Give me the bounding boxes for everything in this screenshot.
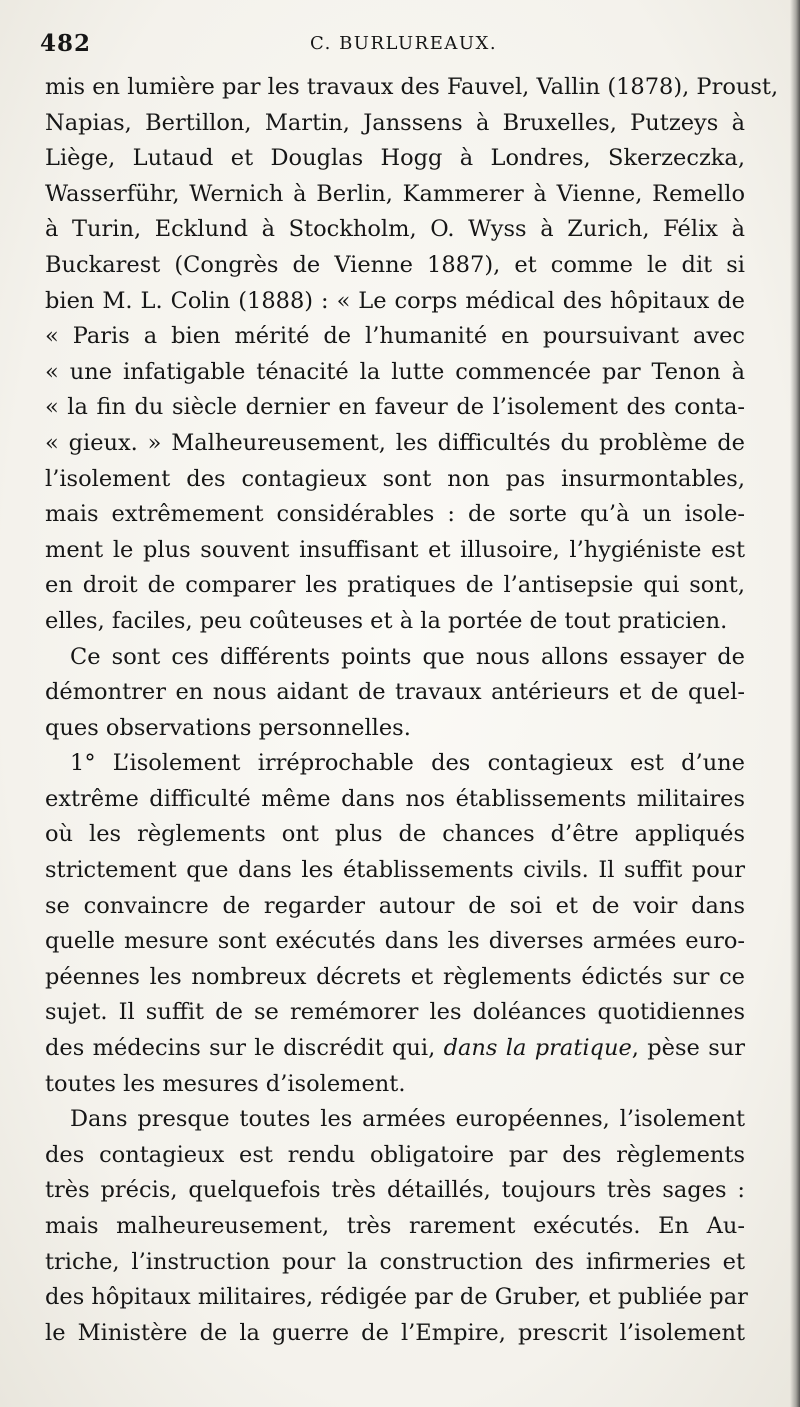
text-line: strictement que dans les établissements civils. Il suffit pour: [45, 857, 745, 884]
text-line: ment le plus souvent insuffisant et illusoire, l’hygiéniste est: [45, 536, 745, 563]
text-line: où les règlements ont plus de chances d’être appliqués: [45, 821, 745, 848]
text-line: mis en lumière par les travaux des Fauvel, Vallin (1878), Proust,: [45, 74, 779, 100]
text-line: elles, faciles, peu coûteuses et à la portée de tout praticien.: [45, 607, 728, 634]
text-run: , pèse sur: [631, 1035, 745, 1062]
paragraph-4: [45, 1102, 748, 1351]
text-line: extrême difficulté même dans nos établissements militaires: [45, 785, 745, 812]
text-line: très précis, quelquefois très détaillés, toujours très sages :: [45, 1177, 745, 1204]
text-line: sujet. Il suffit de se remémorer les doléances quotidiennes: [45, 999, 745, 1026]
text-line: Dans presque toutes les armées européennes, l’isolement: [70, 1106, 745, 1133]
page-header: [40, 30, 760, 60]
text-line: Liège, Lutaud et Douglas Hogg à Londres, Skerzeczka,: [45, 145, 745, 172]
text-line: ques observations personnelles.: [45, 714, 411, 741]
text-line: « la fin du siècle dernier en faveur de l’isolement des conta-: [45, 394, 745, 421]
text-run: des médecins sur le discrédit qui,: [45, 1035, 444, 1062]
page-number: 482: [40, 30, 92, 57]
italic-phrase: dans la pratique: [443, 1035, 632, 1062]
text-line: « gieux. » Malheureusement, les difficultés du problème de: [45, 429, 745, 456]
page-edge-shadow: [790, 0, 800, 1407]
text-line: des hôpitaux militaires, rédigée par de Gruber, et publiée par: [45, 1284, 748, 1311]
text-line: mais malheureusement, très rarement exécutés. En Au-: [45, 1213, 745, 1239]
paragraph-1: [45, 70, 779, 640]
text-line: triche, l’instruction pour la construction des infirmeries et: [45, 1248, 745, 1275]
text-line: Napias, Bertillon, Martin, Janssens à Bruxelles, Putzeys à: [45, 109, 745, 136]
text-line: « Paris a bien mérité de l’humanité en poursuivant avec: [45, 323, 745, 350]
body-text: [45, 70, 779, 1351]
text-line: bien M. L. Colin (1888) : « Le corps médical des hôpitaux de: [45, 287, 745, 314]
text-line: se convaincre de regarder autour de soi et de voir dans: [45, 892, 745, 919]
text-line: péennes les nombreux décrets et règlements édictés sur ce: [45, 963, 745, 990]
text-line: à Turin, Ecklund à Stockholm, O. Wyss à Zurich, Félix à: [45, 216, 745, 243]
text-line: Ce sont ces différents points que nous allons essayer de: [70, 643, 745, 670]
paragraph-2: [45, 640, 745, 747]
text-line-with-italic: [45, 1031, 745, 1067]
running-head: C. BURLUREAUX.: [310, 33, 498, 54]
text-line: Buckarest (Congrès de Vienne 1887), et comme le dit si: [45, 251, 745, 278]
text-line: mais extrêmement considérables : de sorte qu’à un isole-: [45, 501, 745, 528]
text-line: 1° L’isolement irréprochable des contagieux est d’une: [70, 750, 745, 777]
text-line: quelle mesure sont exécutés dans les diverses armées euro-: [45, 928, 745, 955]
paragraph-3: [45, 746, 745, 1102]
text-line: toutes les mesures d’isolement.: [45, 1070, 406, 1097]
text-line: Wasserführ, Wernich à Berlin, Kammerer à Vienne, Remello: [45, 180, 745, 207]
text-line: « une infatigable ténacité la lutte commencée par Tenon à: [45, 358, 745, 385]
text-line: des contagieux est rendu obligatoire par des règlements: [45, 1141, 745, 1168]
text-line: en droit de comparer les pratiques de l’antisepsie qui sont,: [45, 572, 745, 599]
text-line: le Ministère de la guerre de l’Empire, prescrit l’isolement: [45, 1319, 745, 1346]
text-line: l’isolement des contagieux sont non pas insurmontables,: [45, 465, 745, 492]
text-line: démontrer en nous aidant de travaux antérieurs et de quel-: [45, 679, 745, 706]
